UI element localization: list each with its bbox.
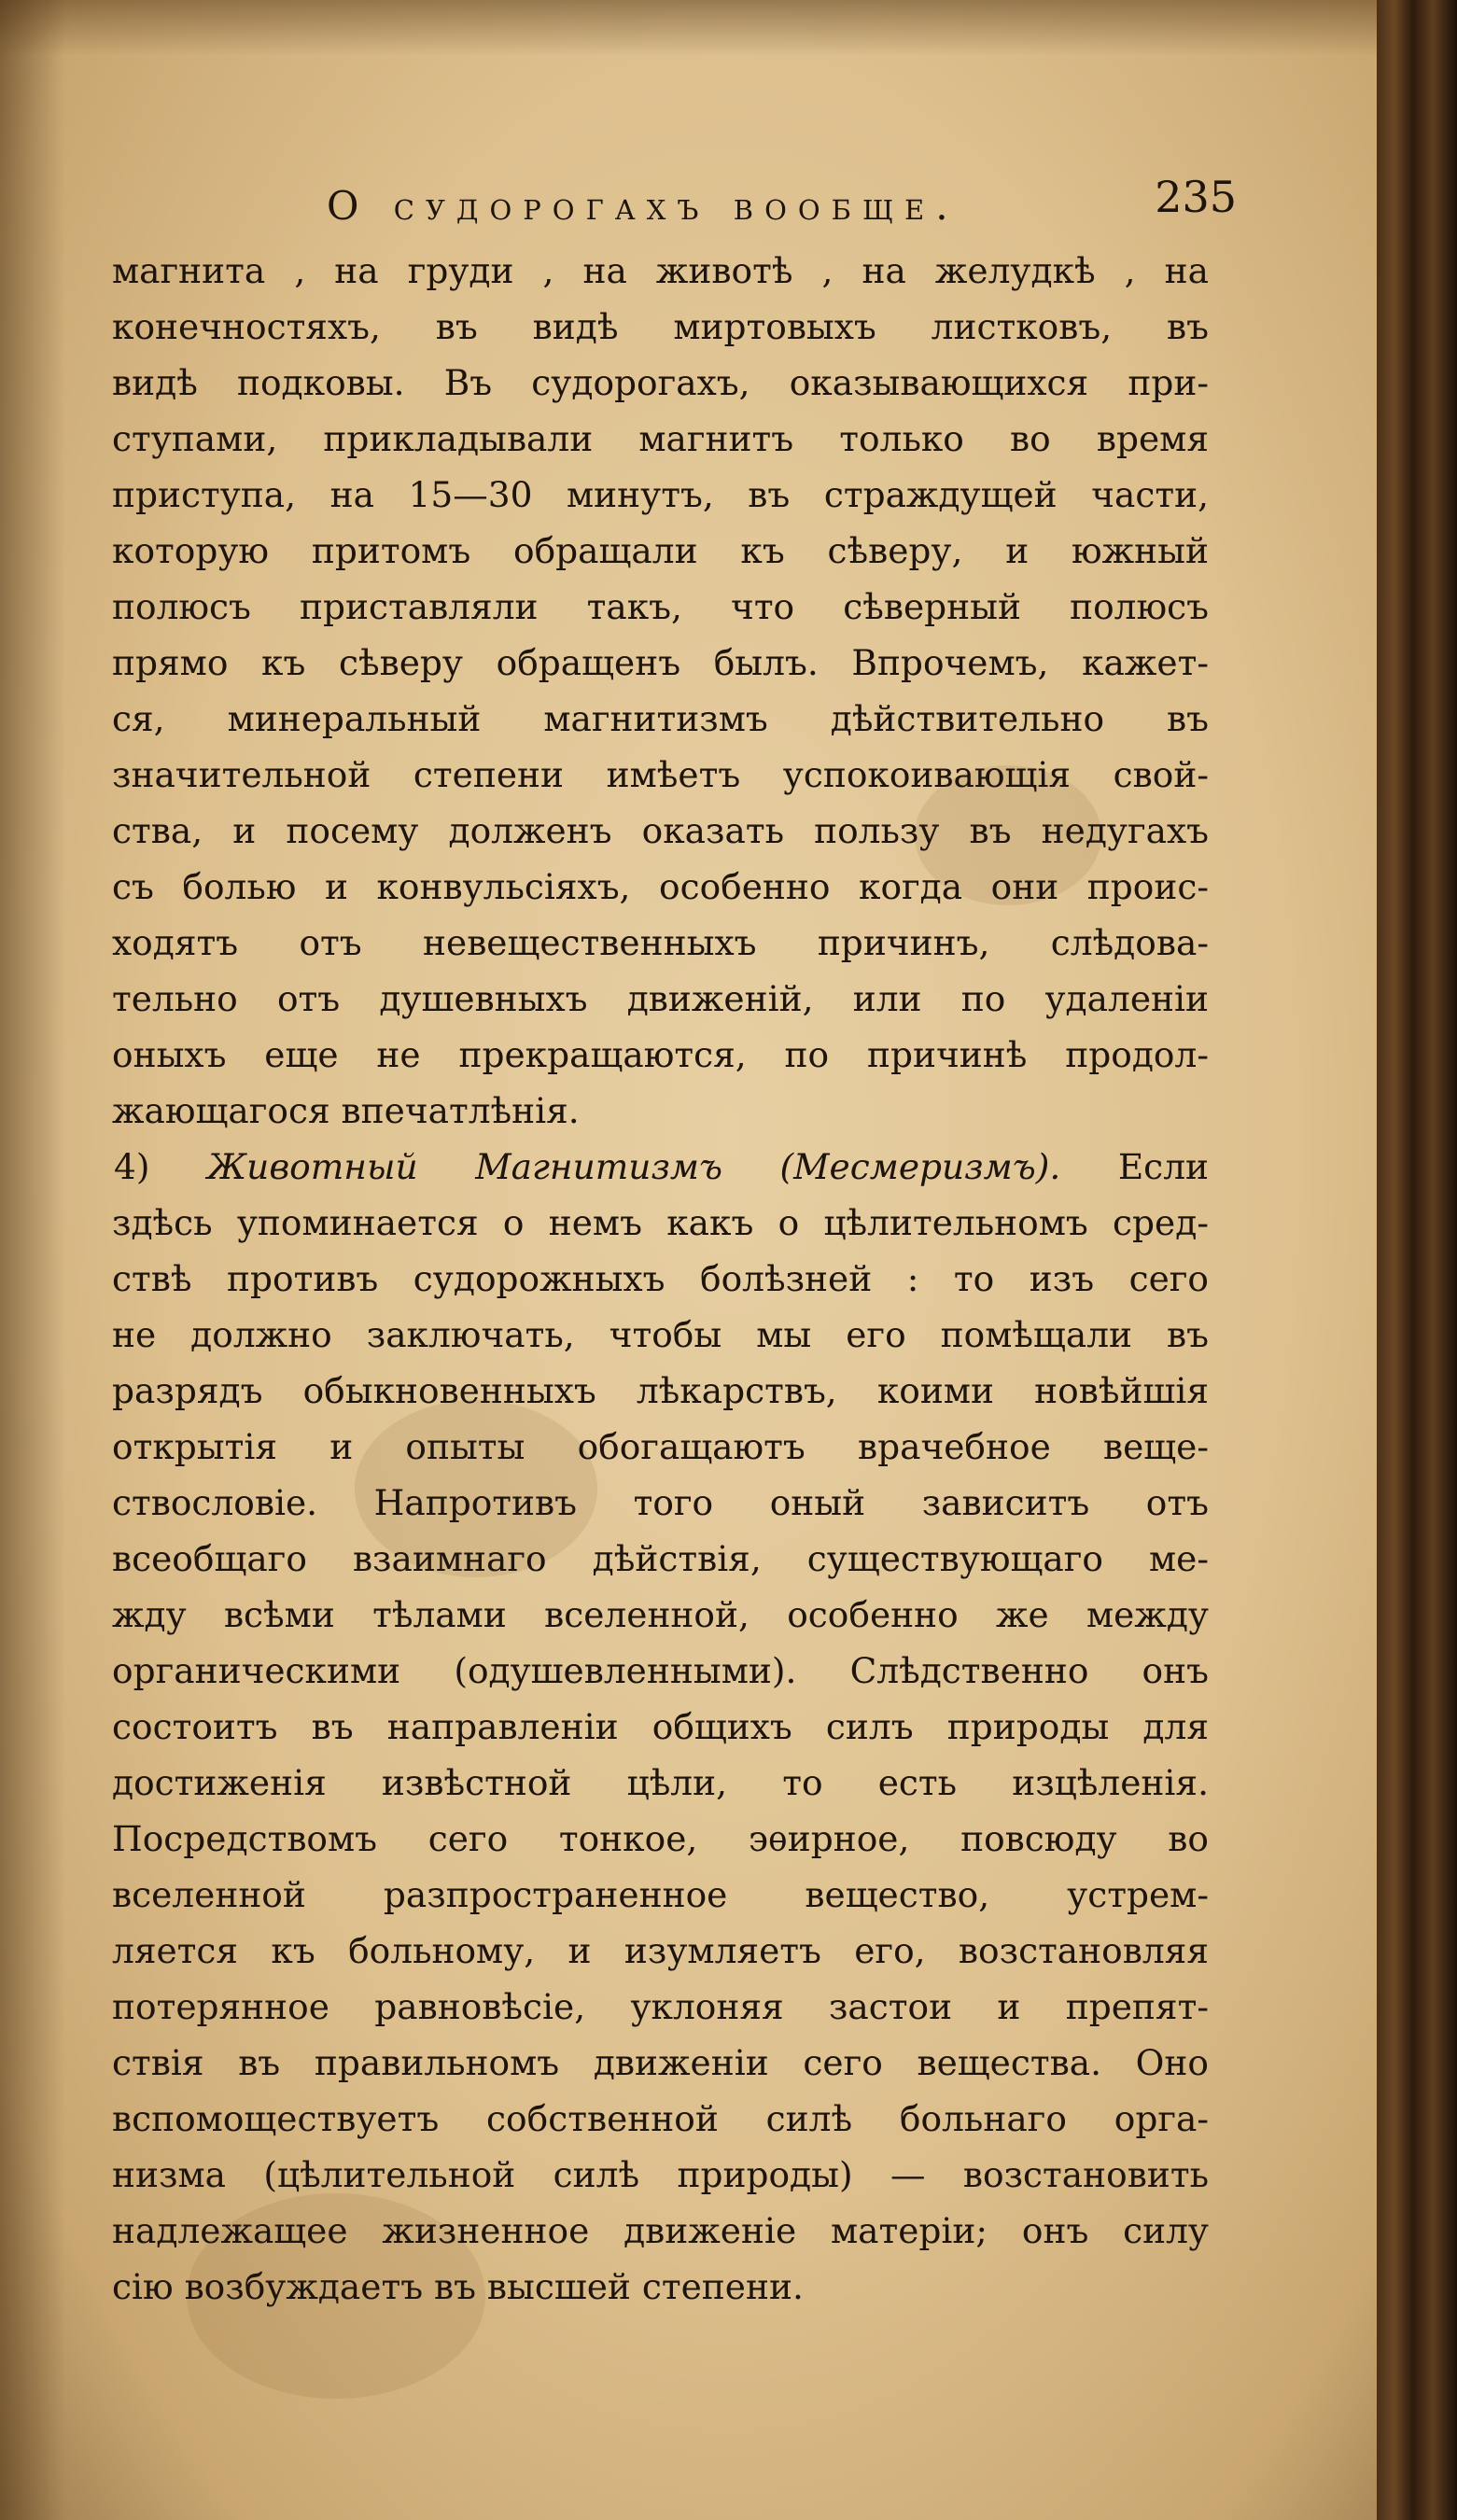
text-line: ства, и посему долженъ оказать пользу въ недугахъ bbox=[112, 810, 1209, 851]
text-line: потерянное равновѣсіе, уклоняя застои и препят- bbox=[112, 1986, 1209, 2027]
text-line: полюсъ приставляли такъ, что сѣверный полюсъ bbox=[112, 586, 1209, 627]
text-line: жающагося впечатлѣнія. bbox=[112, 1090, 580, 1131]
running-head-title: О судорогахъ вообще. bbox=[327, 183, 960, 229]
text-line: состоитъ въ направленіи общихъ силъ природы для bbox=[112, 1706, 1209, 1747]
text-line: ствословіе. Напротивъ того оный зависитъ отъ bbox=[112, 1482, 1209, 1523]
text-line: жду всѣми тѣлами вселенной, особенно же между bbox=[112, 1594, 1209, 1635]
text-line: низма (цѣлительной силѣ природы) — возстановить bbox=[112, 2154, 1209, 2195]
text-line: достиженія извѣстной цѣли, то есть изцѣленія. bbox=[112, 1762, 1209, 1803]
left-edge-shadow bbox=[0, 0, 65, 2520]
book-spine-edge bbox=[1377, 0, 1457, 2520]
text-line: которую притомъ обращали къ сѣверу, и южный bbox=[112, 530, 1209, 571]
text-line: всеобщаго взаимнаго дѣйствія, существующаго ме- bbox=[112, 1538, 1209, 1579]
text-line: не должно заключать, чтобы мы его помѣщали въ bbox=[112, 1314, 1209, 1355]
text-line: тельно отъ душевныхъ движеній, или по удаленіи bbox=[112, 978, 1209, 1019]
text-line: съ болью и конвульсіяхъ, особенно когда они проис- bbox=[112, 866, 1209, 907]
text-line: ствія въ правильномъ движеніи сего вещества. Оно bbox=[112, 2042, 1209, 2083]
text-line: ся, минеральный магнитизмъ дѣйствительно въ bbox=[112, 698, 1209, 739]
text-line: оныхъ еще не прекращаются, по причинѣ продол- bbox=[112, 1034, 1209, 1075]
text-line: разрядъ обыкновенныхъ лѣкарствъ, коими новѣйшія bbox=[112, 1370, 1209, 1411]
page-body bbox=[112, 168, 1237, 2315]
page-number: 235 bbox=[1155, 172, 1237, 222]
text-line: сію возбуждаетъ въ высшей степени. bbox=[112, 2266, 804, 2307]
text-line: ляется къ больному, и изумляетъ его, возстановляя bbox=[112, 1930, 1209, 1971]
section-heading-line bbox=[112, 1139, 1209, 1195]
text-line: Посредствомъ сего тонкое, эѳирное, повсюду во bbox=[112, 1818, 1209, 1859]
text-line: открытія и опыты обогащаютъ врачебное веще- bbox=[112, 1426, 1209, 1467]
text-fragment: Если bbox=[1117, 1146, 1210, 1187]
text-line: вселенной разпространенное вещество, устрем- bbox=[112, 1874, 1209, 1915]
section-heading: Животный Магнитизмъ (Месмеризмъ). bbox=[207, 1146, 1061, 1187]
running-head bbox=[112, 168, 1237, 243]
body-text bbox=[112, 243, 1209, 2315]
text-line: органическими (одушевленными). Слѣдственно онъ bbox=[112, 1650, 1209, 1691]
text-line: здѣсь упоминается о немъ какъ о цѣлительномъ сред- bbox=[112, 1202, 1209, 1243]
text-line: конечностяхъ, въ видѣ миртовыхъ листковъ, въ bbox=[112, 306, 1209, 347]
text-line: ступами, прикладывали магнитъ только во время bbox=[112, 418, 1209, 459]
section-number: 4) bbox=[114, 1146, 150, 1187]
text-line: значительной степени имѣетъ успокоивающія свой- bbox=[112, 754, 1209, 795]
text-line: магнита , на груди , на животѣ , на желудкѣ , на bbox=[112, 250, 1209, 291]
text-line: надлежащее жизненное движеніе матеріи; онъ силу bbox=[112, 2210, 1209, 2251]
text-line: видѣ подковы. Въ судорогахъ, оказывающихся при- bbox=[112, 362, 1209, 403]
text-line: ходятъ отъ невещественныхъ причинъ, слѣдова- bbox=[112, 922, 1209, 963]
text-line: прямо къ сѣверу обращенъ былъ. Впрочемъ, кажет- bbox=[112, 642, 1209, 683]
text-line: приступа, на 15—30 минутъ, въ страждущей части, bbox=[112, 474, 1209, 515]
top-edge-shadow bbox=[0, 0, 1457, 56]
text-line: ствѣ противъ судорожныхъ болѣзней : то изъ сего bbox=[112, 1258, 1209, 1299]
text-line: вспомоществуетъ собственной силѣ больнаго орга- bbox=[112, 2098, 1209, 2139]
